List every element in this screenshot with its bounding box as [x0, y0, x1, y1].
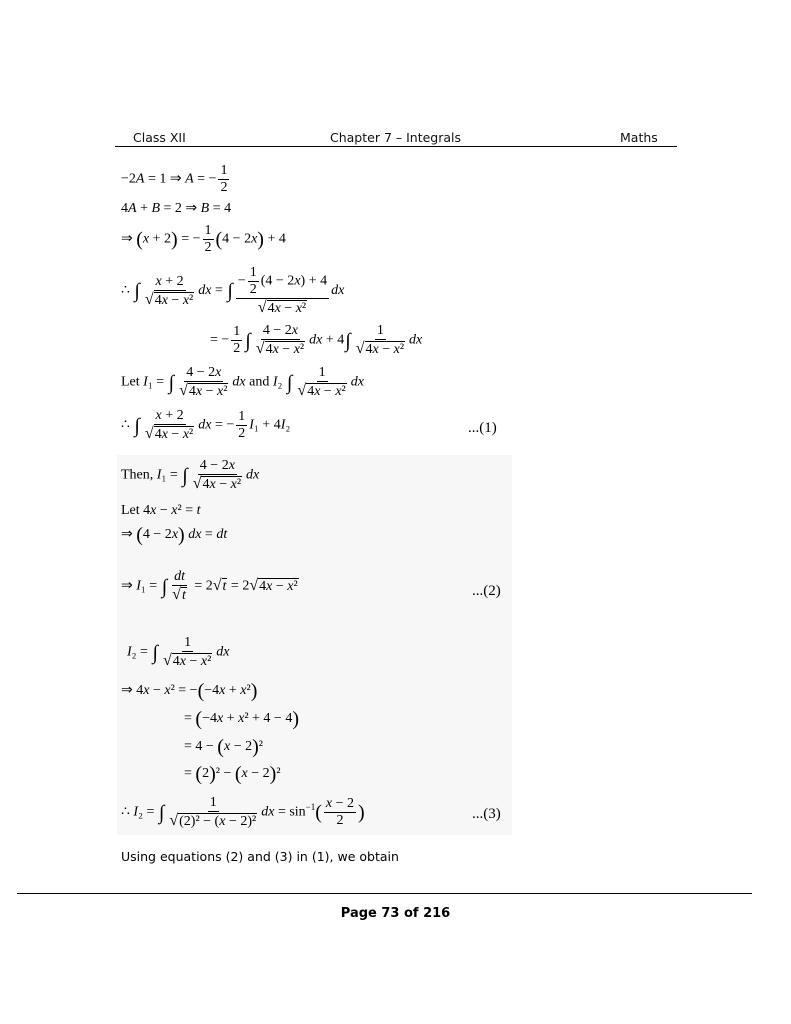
equation-number-3: ...(3): [472, 806, 501, 822]
math-line-7: ∴ ∫ $\frac{x + 2}{\text{√4x − x²}}$ dx = − $\frac{1}{2}$ I₁ + 4I₂: [121, 408, 291, 442]
math-line-5: = − $\frac{1}{2}$ ∫ $\frac{4 - 2x}{\text{√4x − x²}}$ dx + 4∫ $\frac{1}{\text{√4x − x²}}$ dx: [210, 323, 423, 357]
header-rule: [115, 146, 677, 147]
header-subject: Maths: [620, 130, 658, 145]
math-line-2: 4A + B = 2 ⇒ B = 4: [121, 201, 232, 216]
header-chapter: Chapter 7 – Integrals: [330, 130, 462, 145]
math-line-8: Then, I₁ = ∫ $\frac{4 - 2x}{\text{√4x − x²}}$ dx: [121, 458, 260, 492]
math-line-9: Let 4x − x² = t: [121, 503, 201, 518]
header-class: Class XII: [133, 130, 186, 145]
math-line-15: = 4 − (x − 2)²: [184, 736, 263, 758]
math-line-13: ⇒ 4x − x² = −(−4x + x²): [121, 680, 258, 702]
math-line-12: I₂ = ∫ $\frac{1}{\text{√4x − x²}}$ dx: [127, 635, 230, 669]
math-line-11: ⇒ I₁ = ∫ $\frac{dt}{√t}$ = 2√t = 2√4x − x²: [121, 569, 298, 603]
math-line-3: ⇒ (x + 2) = − $\frac{1}{2}$ (4 − 2x) + 4: [121, 223, 286, 255]
math-line-4: ∴ ∫ $\frac{x + 2}{\text{√4x − x²}}$ dx = ∫ − $\frac{1}{2}$ (4 − 2x) + 4 √4x − x² dx: [121, 265, 345, 316]
math-line-16: = (2)² − (x − 2)²: [184, 763, 281, 785]
math-line-6: Let I₁ = ∫ $\frac{4 - 2x}{\text{√4x − x²}}$ dx and I₂ ∫ $\frac{1}{\text{√4x − x²}}$ dx: [121, 365, 364, 399]
footer-rule: [17, 893, 752, 894]
math-line-14: = (−4x + x² + 4 − 4): [184, 708, 299, 730]
math-line-10: ⇒ (4 − 2x) dx = dt: [121, 524, 228, 546]
closing-sentence: Using equations (2) and (3) in (1), we obtain: [121, 849, 399, 864]
equation-number-1: ...(1): [468, 420, 497, 436]
math-line-1: −2A = 1 ⇒ A = − $\frac{1}{2}$: [121, 163, 228, 195]
equation-number-2: ...(2): [472, 583, 501, 599]
math-line-17: ∴ I₂ = ∫ $\frac{1}{\text{√(2)² − (x − 2)²}}$ dx = $\sin^{-1}$( $\frac{x - 2}{2}$ ): [121, 795, 365, 829]
page-number: Page 73 of 216: [340, 906, 451, 921]
